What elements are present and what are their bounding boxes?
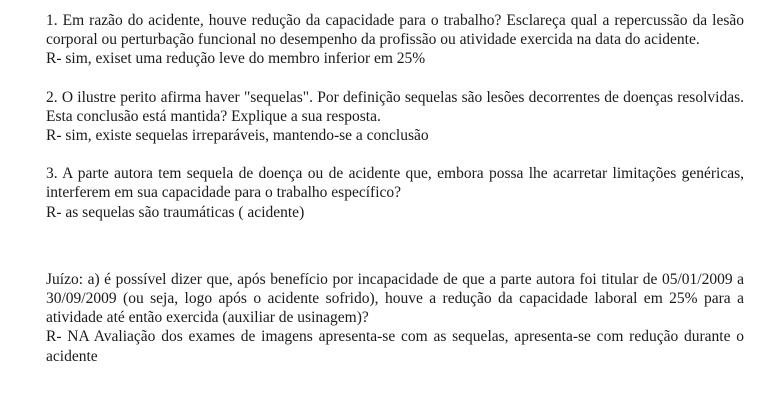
question-3-text: 3. A parte autora tem sequela de doença ou de acidente que, embora possa lhe acarretar limitações genéricas, interferem em sua capacidade para o trabalho específico? <box>46 165 744 202</box>
answer-3-text: R- as sequelas são traumáticas ( acidente) <box>46 203 305 221</box>
judge-question-text: Juízo: a) é possível dizer que, após benefício por incapacidade de que a parte autora foi titular de 05/01/2009 a 30/09/2009 (ou seja, logo após o acidente sofrido), houve a redução da capacidade laboral em 25% para a atividade até então exercida (auxiliar de usinagem)? <box>46 270 744 327</box>
question-2-text: 2. O ilustre perito afirma haver "sequelas". Por definição sequelas são lesões decorrentes de doenças resolvidas. Esta conclusão está mantida? Explique a sua resposta. <box>46 88 744 125</box>
question-block-1 <box>46 11 744 69</box>
question-block-2 <box>46 88 744 146</box>
document-body <box>46 11 744 366</box>
answer-1-text: R- sim, exiset uma redução leve do membro inferior em 25% <box>46 50 426 68</box>
judge-question-block <box>46 270 744 366</box>
answer-2-text: R- sim, existe sequelas irreparáveis, mantendo-se a conclusão <box>46 127 429 145</box>
question-block-3 <box>46 164 744 222</box>
question-1-text: 1. Em razão do acidente, houve redução da capacidade para o trabalho? Esclareça qual a repercussão da lesão corporal ou perturbação funcional no desempenho da profissão ou atividade exercida na data do acidente. <box>46 12 744 49</box>
judge-answer-text: R- NA Avaliação dos exames de imagens apresenta-se com as sequelas, apresenta-se com redução durante o acidente <box>46 328 744 365</box>
